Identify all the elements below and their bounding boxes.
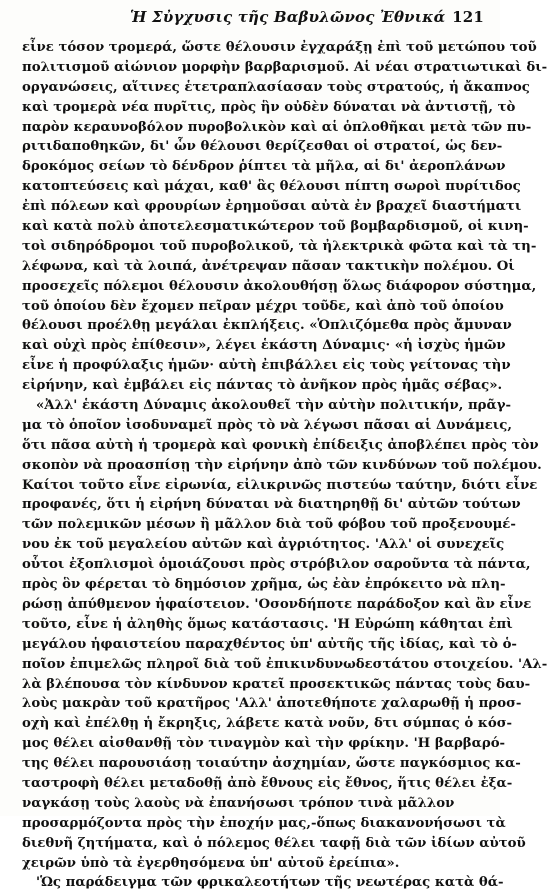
text-line: λοὺς μακρὰν τοῦ κρατῆρος 'Αλλ' ἀποτεθήποτε χαλαρωθῇ ἡ προσ- — [22, 696, 522, 712]
text-line: καὶ κατὰ πολὺ ἀποτελεσματικώτερον τοῦ βομβαρδισμοῦ, οἱ κινη- — [22, 219, 529, 235]
text-line: παρὸν κεραυνοβόλον πυροβολικὸν καὶ αἱ ὁπλοθῆκαι μετὰ τῶν πυ- — [22, 119, 532, 135]
text-line: οργανώσεις, αἵτινες ἑτετραπλασίασαν τοὺς στρατούς, ἡ ἄκαπνος — [22, 79, 530, 95]
text-line: ναγκάσῃ τοὺς λαοὺς νὰ ἐπανήσωσι τρόπον τινὰ μᾶλλον — [22, 795, 455, 811]
text-line: μα τὸ ὁποῖον ἰσοδυναμεῖ πρὸς τὸ νὰ λέγωσι πᾶσαι αἱ Δυνάμεις, — [22, 417, 512, 433]
text-line: της θέλει παρουσιάσῃ τοιαύτην ἀσχημίαν, ὥστε παγκόσμιος κα- — [22, 756, 521, 772]
text-line: δροκόμος σείων τὸ δένδρον ῥίπτει τὰ μῆλα, αἱ δι' ἀεροπλάνων — [22, 159, 506, 175]
text-line: μεγάλου ἡφαιστείου παραχθέντος ὑπ' αὐτῆς τῆς ἰδίας, καὶ τὸ ὁ- — [22, 636, 517, 652]
text-line: χειρῶν ὑπὸ τὰ ἐγερθησόμενα ὑπ' αὐτοῦ ἐρείπια». — [22, 855, 400, 871]
text-line: οχὴ καὶ ἐπέλθῃ ἡ ἔκρηξις, λάβετε κατὰ νοῦν, δτι σύμπας ὁ κόσ- — [22, 716, 513, 732]
text-line: σκοπὸν νὰ προασπίσῃ τὴν εἰρήνην ἀπὸ τῶν κινδύνων τοῦ πολέμου. — [22, 457, 542, 473]
text-line: νου ἐκ τοῦ μεγαλείου αὐτῶν καὶ ἀγριότητος. 'Αλλ' οἱ συνεχεῖς — [22, 537, 505, 553]
text-line: ρώσῃ ἀπύθμενον ἡφαίστειον. 'Οσονδήποτε παράδοξον καὶ ἂν εἶνε — [22, 596, 532, 612]
text-line: ἐπὶ πόλεων καὶ φρουρίων ἐρημοῦσαι αὐτὰ ἐν βραχεῖ διαστήματι — [22, 199, 522, 215]
text-line: εἶνε τόσον τρομερά, ὥστε θέλουσιν ἐγχαράξῃ ἐπὶ τοῦ μετώπου τοῦ — [22, 40, 537, 55]
text-line: εἶνε ἡ προφύλαξις ἡμῶν· αὐτὴ ἐπιβάλλει εἰς τοὺς γείτονας τὴν — [22, 358, 511, 374]
text-line: ριτιδαποθηκῶν, δι' ὧν θέλουσι θερίζεσθαι οἱ στρατοί, ὡς δεν- — [22, 139, 503, 155]
text-line: τοῦτο, εἶνε ἡ ἀληθὴς ὅμως κατάστασις. 'Η Εὐρώπη κάθηται ἐπὶ — [22, 616, 513, 632]
text-line: λὰ βλέπουσα τὸν κίνδυνον κρατεῖ προσεκτικῶς πάντας τοὺς δαυ- — [22, 676, 531, 692]
text-line: καὶ τρομερὰ νέα πυρῖτις, πρὸς ἣν οὐδὲν δύναται νὰ ἀντιστῇ, τὸ — [22, 99, 516, 115]
page-header — [22, 4, 490, 32]
text-line: λέφωνα, καὶ τὰ λοιπά, ἀνέτρεψαν πᾶσαν τακτικὴν πολέμου. Οἱ — [22, 258, 515, 274]
text-line: προφανές, ὅτι ἡ εἰρήνη δύναται νὰ διατηρηθῇ δι' αὐτῶν τούτων — [22, 497, 521, 513]
text-line: οὗτοι ἐξοπλισμοὶ ὁμοιάζουσι πρὸς στρόβιλον σαροῦντα τὰ πάντα, — [22, 557, 531, 573]
text-line: προσεχεῖς πόλεμοι θέλουσιν ἀκολουθήσῃ ὅλως διάφορον σύστημα, — [22, 278, 537, 294]
page-number: 121 — [452, 8, 484, 26]
text-line: τῶν πολεμικῶν μέσων ἢ μᾶλλον διὰ τοῦ φόβου τοῦ προξενουμέ- — [22, 517, 516, 533]
text-line: διεθνῆ ζητήματα, καὶ ὁ πόλεμος θέλει ταφῇ διὰ τῶν ἰδίων αὐτοῦ — [22, 835, 526, 851]
text-line: ὅτι πᾶσα αὐτὴ ἡ τρομερὰ καὶ φονικὴ ἐπίδειξις ἀποβλέπει πρὸς τὸν — [22, 437, 539, 453]
text-line: Καίτοι τοῦτο εἶνε εἰρωνία, εἰλικρινῶς πιστεύω ταύτην, διότι εἶνε — [22, 477, 538, 493]
text-line: πολιτισμοῦ αἰώνιον μορφὴν βαρβαρισμοῦ. Αἱ νέαι στρατιωτικαὶ δι- — [22, 59, 547, 75]
text-line: μος θέλει αἰσθανθῇ τὸν τιναγμὸν καὶ τὴν φρίκην. 'Η βαρβαρό- — [22, 736, 506, 752]
text-line: πρὸς ὃν φέρεται τὸ δημόσιον χρῆμα, ὡς ἐὰν ἐπρόκειτο νὰ πλη- — [22, 577, 506, 593]
paragraph-start-line: «Ἀλλ' ἑκάστη Δύναμις ἀκολουθεῖ τὴν αὐτὴν πολιτικήν, πρᾶγ- — [36, 398, 512, 414]
text-line: κατοπτεύσεις καὶ μάχαι, καθ' ἃς θέλουσι πίπτη σωροὶ πυρίτιδος — [22, 179, 521, 195]
text-line: καὶ οὐχὶ πρὸς ἐπίθεσιν», λέγει ἑκάστη Δύναμις· «ἡ ἰσχὺς ἡμῶν — [22, 338, 506, 354]
text-line: ταστροφὴ θέλει μεταδοθῇ ἀπὸ ἔθνους εἰς ἔθνος, ἥτις θέλει ἐξα- — [22, 775, 513, 791]
text-line: τοῦ ὁποίου δὲν ἔχομεν πεῖραν μέχρι τοῦδε, καὶ ἀπὸ τοῦ ὁποίου — [22, 298, 504, 314]
text-line: εἰρήνην, καὶ ἐμβάλει εἰς πάντας τὸ ἀνῆκον πρὸς ἡμᾶς σέβας». — [22, 378, 503, 394]
body-text — [22, 38, 547, 893]
text-line: ποῖον ἐπιμελῶς πληροῖ διὰ τοῦ ἐπικινδυνωδεστάτου στοιχείου. 'Αλ- — [22, 656, 547, 672]
text-line: τοὶ σιδηρόδρομοι τοῦ πυροβολικοῦ, τὰ ἠλεκτρικὰ φῶτα καὶ τὰ τη- — [22, 238, 537, 254]
running-title: Ἡ Σὐγχυσις τῆς Βαβυλῶνος Ἐθνικά — [130, 8, 446, 26]
paragraph-start-line: 'Ὡς παράδειγμα τῶν φρικαλεοτήτων τῆς νεωτέρας κατὰ θά- — [36, 875, 504, 891]
text-line: προσαρμόζοντα πρὸς τὴν ἐποχήν μας,-ὅπως διακανονήσωσι τὰ — [22, 815, 506, 831]
text-line: θέλουσι προέλθῃ μεγάλαι ἐκπλήξεις. «Ὁπλιζόμεθα πρὸς ἄμυναν — [22, 318, 512, 334]
